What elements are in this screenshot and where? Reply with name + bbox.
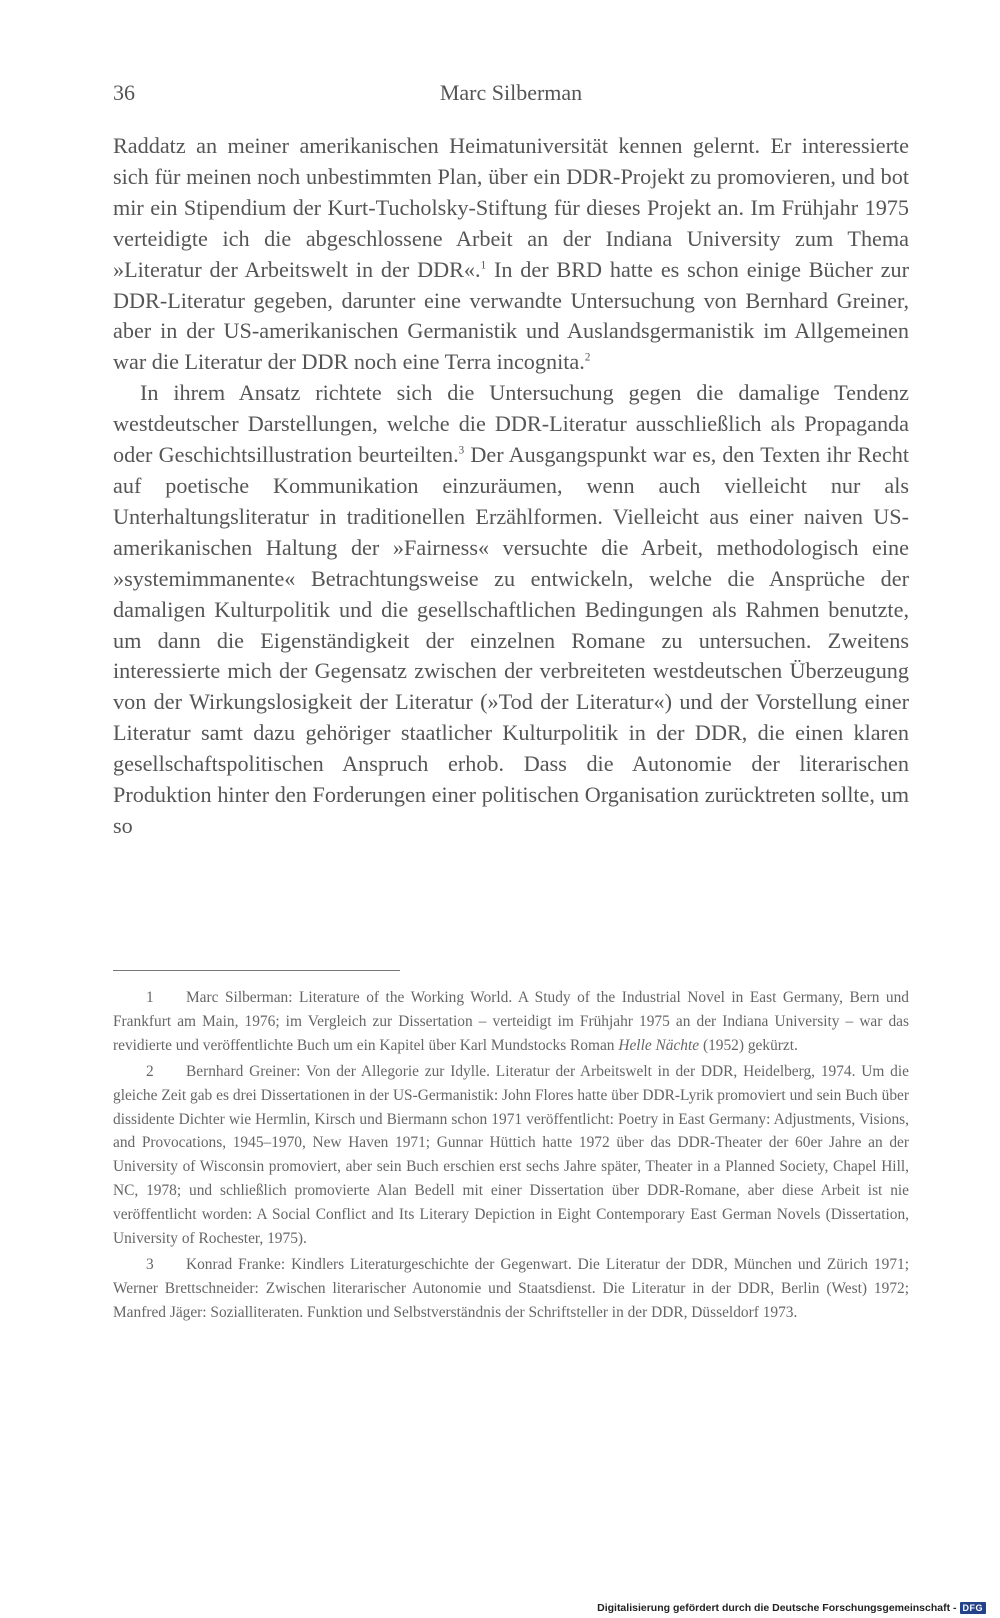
- footnote-italic-title: Helle Nächte: [618, 1036, 700, 1054]
- paragraph-2: [113, 378, 909, 842]
- footnote-3: [113, 1253, 909, 1325]
- credit-text: Digitalisierung gefördert durch die Deutsche Forschungsgemeinschaft -: [597, 1602, 957, 1614]
- footnote-text: Konrad Franke: Kindlers Literaturgeschichte der Gegenwart. Die Literatur der DDR, München und Zürich 1971; Werner Brettschneider: Zwischen literarischer Autonomie und Staatsdienst. Die Literatur in der DDR, Berlin (West) 1972; Manfred Jäger: Sozialliteraten. Funktion und Selbstverständnis der Schriftsteller in der DDR, Düsseldorf 1973.: [113, 1255, 909, 1321]
- main-text: [113, 131, 909, 842]
- page-header: [113, 80, 909, 110]
- footnote-text: (1952) gekürzt.: [699, 1036, 798, 1054]
- footnote-text: Bernhard Greiner: Von der Allegorie zur Idylle. Literatur der Arbeitswelt in der DDR, Heidelberg, 1974. Um die gleiche Zeit gab es drei Dissertationen in der US-Germanistik: John Flores hatte über DDR-Lyrik promoviert und sein Buch über dissidente Dichter wie Hermlin, Kirsch und Biermann schon 1971 veröffentlicht: Poetry in East Germany: Adjustments, Visions, and Provocations, 1945–1970, New Haven 1971; Gunnar Hüttich hatte 1972 über das DDR-Theater der 60er Jahre an der University of Wisconsin promoviert, aber sein Buch erschien erst sechs Jahre später, Theater in a Planned Society, Chapel Hill, NC, 1978; und schließlich promovierte Alan Bedell mit einer Dissertation über DDR-Romane, aber diese Arbeit ist nie veröffentlicht worden: A Social Conflict and Its Literary Depiction in Eight Contemporary East German Novels (Dissertation, University of Rochester, 1975).: [113, 1062, 909, 1248]
- footnote-number: 1: [146, 989, 154, 1006]
- digitization-credit: [597, 1602, 986, 1614]
- paragraph-1: [113, 131, 909, 378]
- page-number: 36: [113, 80, 135, 105]
- footnote-number: 2: [146, 1062, 154, 1080]
- footnote-ref-3: 3: [458, 444, 465, 457]
- paragraph-text: In ihrem Ansatz richtete sich die Untersuchung gegen die damalige Tendenz westdeutscher Darstellungen, welche die DDR-Literatur ausschließlich als Propaganda oder Geschichtsillustration beurteilten.: [113, 380, 909, 468]
- running-head: Marc Silberman: [439, 80, 583, 105]
- footnote-divider: [113, 970, 400, 971]
- footnote-1: [113, 986, 909, 1058]
- footnote-number: 3: [146, 1255, 154, 1273]
- dfg-logo-icon: DFG: [960, 1602, 987, 1614]
- footnotes: [113, 986, 909, 1327]
- footnote-2: [113, 1060, 909, 1251]
- footnote-text: Marc Silberman: Literature of the Working World. A Study of the Industrial Novel in East Germany, Bern und Frankfurt am Main, 1976; im Vergleich zur Dissertation – verteidigt im Frühjahr 1975 an der Indiana University – war das revidierte und veröffentlichte Buch um ein Kapitel über Karl Mundstocks Roman: [113, 989, 909, 1054]
- paragraph-text: In der BRD hatte es schon einige Bücher zur DDR-Literatur gegeben, darunter eine verwandte Untersuchung von Bernhard Greiner, aber in der US-amerikanischen Germanistik und Auslandsgermanistik im Allgemeinen war die Literatur der DDR noch eine Terra incognita.: [113, 256, 909, 375]
- footnote-ref-1: 1: [480, 259, 487, 272]
- footnote-ref-2: 2: [584, 352, 591, 365]
- paragraph-text: Der Ausgangspunkt war es, den Texten ihr Recht auf poetische Kommunikation einzuräumen, wenn auch vielleicht nur als Unterhaltungsliteratur in traditionellen Erzählformen. Vielleicht aus einer naiven US-amerikanischen Haltung der »Fairness« versuchte die Arbeit, methodologisch eine »systemimmanente« Betrachtungsweise zu entwickeln, welche die Ansprüche der damaligen Kulturpolitik und die gesellschaftlichen Bedingungen als Rahmen benutzte, um dann die Eigenständigkeit der einzelnen Romane zu untersuchen. Zweitens interessierte mich der Gegensatz zwischen der verbreiteten westdeutschen Überzeugung von der Wirkungslosigkeit der Literatur (»Tod der Literatur«) und der Vorstellung einer Literatur samt dazu gehöriger staatlicher Kulturpolitik in der DDR, die einen klaren gesellschaftspolitischen Anspruch erhob. Dass die Autonomie der literarischen Produktion hinter den Forderungen einer politischen Organisation zurücktreten sollte, um so: [113, 442, 909, 838]
- paragraph-text: Raddatz an meiner amerikanischen Heimatuniversität kennen gelernt. Er interessierte sich für meinen noch unbestimmten Plan, über ein DDR-Projekt zu promovieren, und bot mir ein Stipendium der Kurt-Tucholsky-Stiftung für dieses Projekt an. Im Frühjahr 1975 verteidigte ich die abgeschlossene Arbeit an der Indiana University zum Thema »Literatur der Arbeitswelt in der DDR«.: [113, 133, 909, 282]
